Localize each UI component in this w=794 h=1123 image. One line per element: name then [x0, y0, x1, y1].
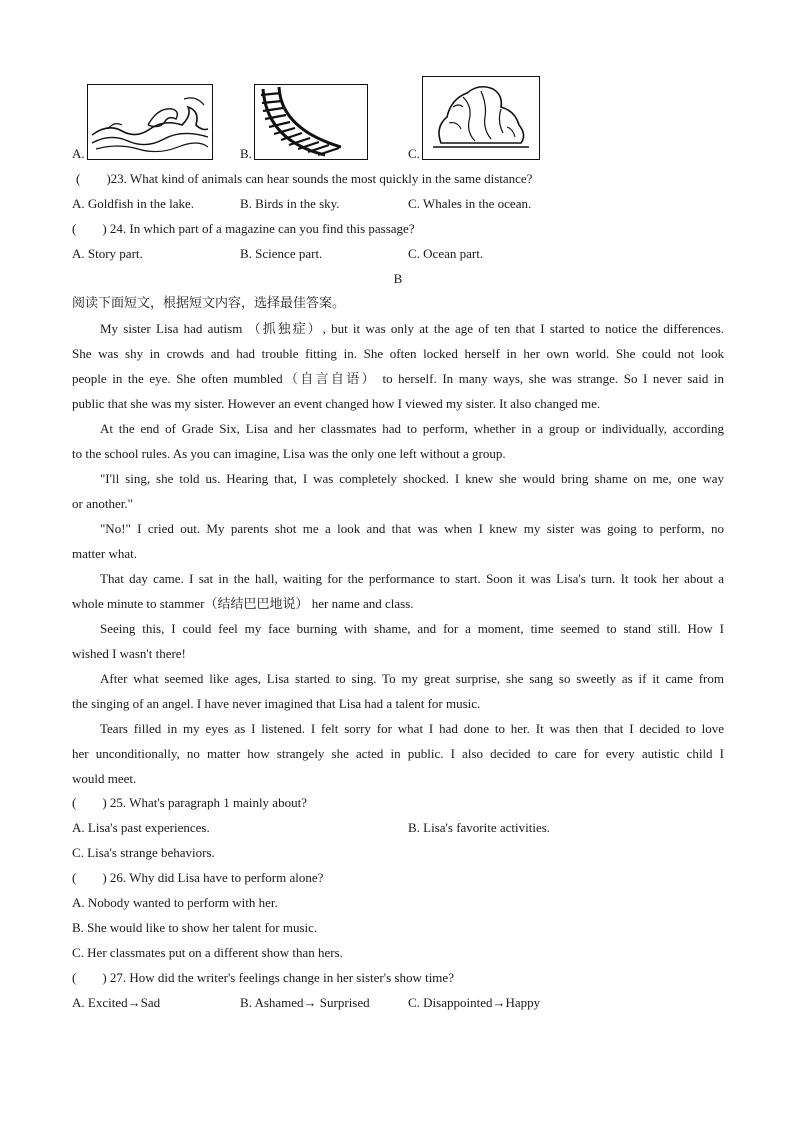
passage-paragraph-8 [72, 716, 724, 791]
q22-option-b[interactable] [240, 84, 368, 160]
q25-option-c[interactable]: C. Lisa's strange behaviors. [72, 845, 215, 860]
passage-paragraph-3 [72, 466, 724, 516]
q25-option-b[interactable]: B. Lisa's favorite activities. [408, 820, 551, 835]
q22-option-a[interactable] [72, 84, 213, 160]
q24-option-a[interactable]: A. Story part. [72, 246, 143, 261]
passage-line: whole minute to stammer（结结巴巴地说） her name and class. [72, 596, 414, 611]
q27-option-c[interactable]: C. Disappointed→Happy [408, 995, 541, 1010]
option-label: A. [72, 146, 85, 161]
passage-line: public that she was my sister. However an event changed how I viewed my sister. It also changed me. [72, 396, 601, 411]
passage-line: "No!" I cried out. My parents shot me a look and that was when I knew my sister was going to perform, no [100, 521, 724, 536]
section-b-instruction: 阅读下面短文，根据短文内容，选择最佳答案。 [72, 296, 346, 311]
passage-line: wished I wasn't there! [72, 646, 186, 661]
rock-picture-icon [422, 76, 540, 160]
waves-picture-icon [87, 84, 213, 160]
q22-option-c[interactable] [408, 76, 540, 160]
passage-paragraph-2 [72, 416, 724, 466]
passage-paragraph-1 [72, 316, 724, 416]
passage-line: My sister Lisa had autism （抓独症）, but it was only at the age of ten that I started to notice the differences. [100, 321, 724, 336]
q23-stem: ( )23. What kind of animals can hear sounds the most quickly in the same distance? [76, 171, 533, 186]
railway-track-picture-icon [254, 84, 368, 160]
q24-option-b[interactable]: B. Science part. [240, 246, 323, 261]
passage-paragraph-4 [72, 516, 724, 566]
option-label: B. [240, 146, 252, 161]
q26-option-a[interactable]: A. Nobody wanted to perform with her. [72, 895, 278, 910]
q22-picture-options [72, 68, 724, 160]
passage-paragraph-7 [72, 666, 724, 716]
passage-line: would meet. [72, 771, 137, 786]
passage-line: That day came. I sat in the hall, waiting for the performance to start. Soon it was Lisa's turn. It took her about a [100, 571, 724, 586]
passage-paragraph-6 [72, 616, 724, 666]
q23-option-a[interactable]: A. Goldfish in the lake. [72, 196, 195, 211]
passage-line: people in the eye. She often mumbled（自言自语） to herself. In many ways, she was strange. So I never said in [72, 371, 724, 386]
option-label: C. [408, 146, 420, 161]
passage-line: to the school rules. As you can imagine, Lisa was the only one left without a group. [72, 446, 506, 461]
q26-option-b[interactable]: B. She would like to show her talent for music. [72, 920, 318, 935]
q24-option-c[interactable]: C. Ocean part. [408, 246, 484, 261]
q27-option-a[interactable]: A. Excited→Sad [72, 995, 161, 1010]
q25-option-a[interactable]: A. Lisa's past experiences. [72, 820, 210, 835]
passage-line: Seeing this, I could feel my face burning with shame, and for a moment, time seemed to stand still. How I [100, 621, 724, 636]
passage-line: or another." [72, 496, 133, 511]
passage-line: matter what. [72, 546, 137, 561]
passage-line: After what seemed like ages, Lisa started to sing. To my great surprise, she sang so sweetly as if it came from [100, 671, 724, 686]
passage-line: At the end of Grade Six, Lisa and her classmates had to perform, whether in a group or individually, according [100, 421, 724, 436]
q24-stem: ( ) 24. In which part of a magazine can you find this passage? [72, 221, 415, 236]
passage-line: She was shy in crowds and had trouble fitting in. She often locked herself in her own world. She could not look [72, 346, 724, 361]
q27-stem: ( ) 27. How did the writer's feelings change in her sister's show time? [72, 970, 454, 985]
q26-option-c[interactable]: C. Her classmates put on a different show than hers. [72, 945, 343, 960]
passage-paragraph-5 [72, 566, 724, 616]
passage-line: the singing of an angel. I have never imagined that Lisa had a talent for music. [72, 696, 481, 711]
q25-stem: ( ) 25. What's paragraph 1 mainly about? [72, 795, 307, 810]
q27-option-b[interactable]: B. Ashamed→ Surprised [240, 995, 370, 1010]
q23-option-b[interactable]: B. Birds in the sky. [240, 196, 340, 211]
section-b-heading: B [393, 271, 403, 286]
q23-option-c[interactable]: C. Whales in the ocean. [408, 196, 532, 211]
passage-line: "I'll sing, she told us. Hearing that, I was completely shocked. I knew she would bring shame on me, one way [100, 471, 724, 486]
q26-stem: ( ) 26. Why did Lisa have to perform alone? [72, 870, 324, 885]
passage-line: Tears filled in my eyes as I listened. I felt sorry for what I had done to her. It was then that I decided to love [100, 721, 724, 736]
passage-line: her unconditionally, no matter how strangely she acted in public. I also decided to care for every autistic child I [72, 746, 724, 761]
